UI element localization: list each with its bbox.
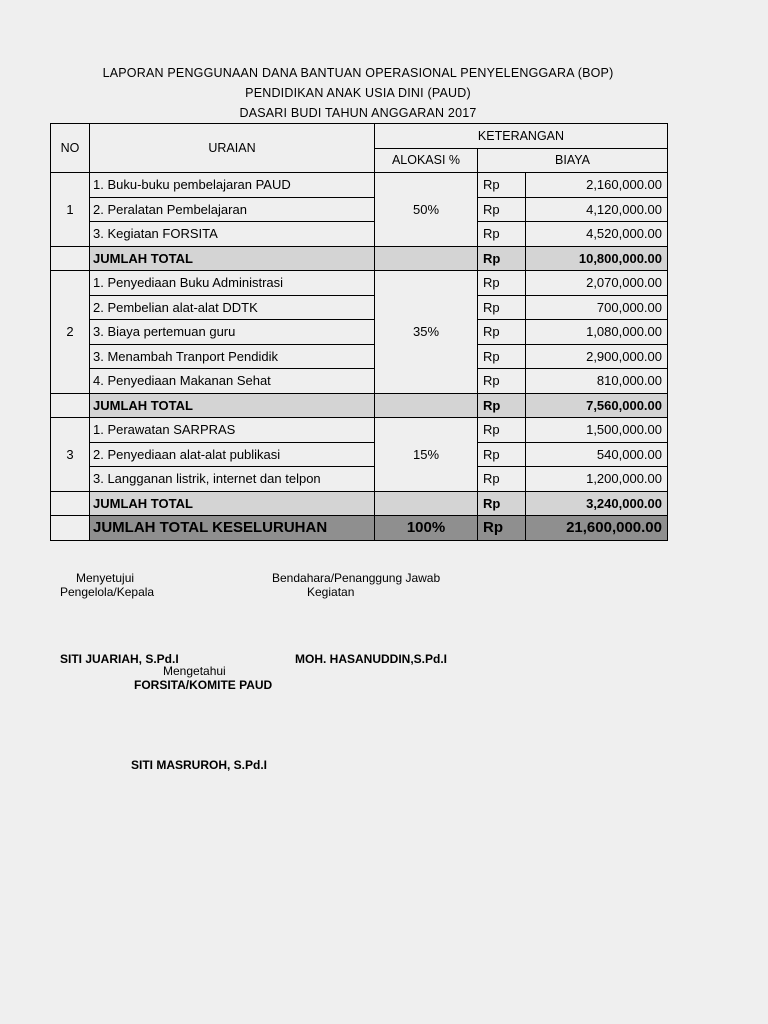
item-label: 3. Menambah Tranport Pendidik — [90, 344, 375, 369]
item-label: 1. Perawatan SARPRAS — [90, 418, 375, 443]
subtotal-no-cell — [51, 393, 90, 418]
item-amount: 1,200,000.00 — [526, 467, 668, 492]
grand-total-label: JUMLAH TOTAL KESELURUHAN — [90, 516, 375, 541]
item-label: 2. Penyediaan alat-alat publikasi — [90, 442, 375, 467]
group-number: 3 — [51, 418, 90, 492]
group-number: 1 — [51, 173, 90, 247]
treasurer-label: Bendahara/Penanggung Jawab — [272, 571, 441, 585]
subtotal-row — [51, 393, 668, 418]
subtotal-alloc-cell — [375, 393, 478, 418]
item-amount: 700,000.00 — [526, 295, 668, 320]
item-label: 3. Biaya pertemuan guru — [90, 320, 375, 345]
item-currency: Rp — [478, 197, 526, 222]
approve-label: Menyetujui — [76, 571, 135, 585]
subtotal-amount: 10,800,000.00 — [526, 246, 668, 271]
item-label: 3. Langganan listrik, internet dan telpon — [90, 467, 375, 492]
item-currency: Rp — [478, 442, 526, 467]
subtotal-currency: Rp — [478, 246, 526, 271]
treasurer-role: Kegiatan — [307, 585, 355, 599]
group-allocation: 35% — [375, 271, 478, 394]
table-row — [51, 173, 668, 198]
table-row — [51, 295, 668, 320]
item-label: 2. Pembelian alat-alat DDTK — [90, 295, 375, 320]
report-title-line3: DASARI BUDI TAHUN ANGGARAN 2017 — [239, 106, 477, 120]
report-title-line2: PENDIDIKAN ANAK USIA DINI (PAUD) — [245, 86, 471, 100]
grand-total-no-cell — [51, 516, 90, 541]
subtotal-no-cell — [51, 491, 90, 516]
known-name: SITI MASRUROH, S.Pd.I — [131, 758, 268, 772]
item-amount: 540,000.00 — [526, 442, 668, 467]
report-title-line1: LAPORAN PENGGUNAAN DANA BANTUAN OPERASIONAL PENYELENGGARA (BOP) — [102, 66, 614, 80]
header-keterangan: KETERANGAN — [375, 124, 668, 149]
group-number: 2 — [51, 271, 90, 394]
approver-name: SITI JUARIAH, S.Pd.I — [60, 652, 179, 666]
grand-total-row — [51, 516, 668, 541]
subtotal-amount: 3,240,000.00 — [526, 491, 668, 516]
item-label: 4. Penyediaan Makanan Sehat — [90, 369, 375, 394]
item-currency: Rp — [478, 295, 526, 320]
table-row — [51, 271, 668, 296]
item-currency: Rp — [478, 369, 526, 394]
subtotal-label: JUMLAH TOTAL — [90, 393, 375, 418]
subtotal-alloc-cell — [375, 246, 478, 271]
budget-report-table — [50, 123, 668, 541]
group-allocation: 50% — [375, 173, 478, 247]
grand-total-percent: 100% — [375, 516, 478, 541]
item-label: 1. Penyediaan Buku Administrasi — [90, 271, 375, 296]
subtotal-currency: Rp — [478, 491, 526, 516]
table-row — [51, 320, 668, 345]
item-amount: 1,500,000.00 — [526, 418, 668, 443]
subtotal-label: JUMLAH TOTAL — [90, 246, 375, 271]
subtotal-no-cell — [51, 246, 90, 271]
item-currency: Rp — [478, 344, 526, 369]
grand-total-amount: 21,600,000.00 — [526, 516, 668, 541]
subtotal-label: JUMLAH TOTAL — [90, 491, 375, 516]
subtotal-row — [51, 246, 668, 271]
item-currency: Rp — [478, 467, 526, 492]
item-amount: 4,120,000.00 — [526, 197, 668, 222]
item-amount: 2,900,000.00 — [526, 344, 668, 369]
grand-total-currency: Rp — [478, 516, 526, 541]
subtotal-alloc-cell — [375, 491, 478, 516]
table-row — [51, 418, 668, 443]
item-label: 2. Peralatan Pembelajaran — [90, 197, 375, 222]
table-header-row — [51, 124, 668, 149]
group-allocation: 15% — [375, 418, 478, 492]
item-amount: 4,520,000.00 — [526, 222, 668, 247]
table-row — [51, 222, 668, 247]
item-amount: 2,160,000.00 — [526, 173, 668, 198]
item-amount: 1,080,000.00 — [526, 320, 668, 345]
item-label: 3. Kegiatan FORSITA — [90, 222, 375, 247]
item-currency: Rp — [478, 320, 526, 345]
item-label: 1. Buku-buku pembelajaran PAUD — [90, 173, 375, 198]
known-label: Mengetahui — [163, 664, 226, 678]
table-row — [51, 369, 668, 394]
table-row — [51, 442, 668, 467]
subtotal-currency: Rp — [478, 393, 526, 418]
item-currency: Rp — [478, 173, 526, 198]
known-role: FORSITA/KOMITE PAUD — [134, 678, 273, 692]
header-alokasi: ALOKASI % — [375, 148, 478, 173]
header-uraian: URAIAN — [90, 124, 375, 173]
table-row — [51, 344, 668, 369]
item-amount: 2,070,000.00 — [526, 271, 668, 296]
item-currency: Rp — [478, 271, 526, 296]
item-currency: Rp — [478, 222, 526, 247]
table-row — [51, 197, 668, 222]
treasurer-name: MOH. HASANUDDIN,S.Pd.I — [295, 652, 448, 666]
subtotal-row — [51, 491, 668, 516]
subtotal-amount: 7,560,000.00 — [526, 393, 668, 418]
table-row — [51, 467, 668, 492]
header-no: NO — [51, 124, 90, 173]
item-amount: 810,000.00 — [526, 369, 668, 394]
approve-role: Pengelola/Kepala — [60, 585, 155, 599]
header-biaya: BIAYA — [478, 148, 668, 173]
item-currency: Rp — [478, 418, 526, 443]
